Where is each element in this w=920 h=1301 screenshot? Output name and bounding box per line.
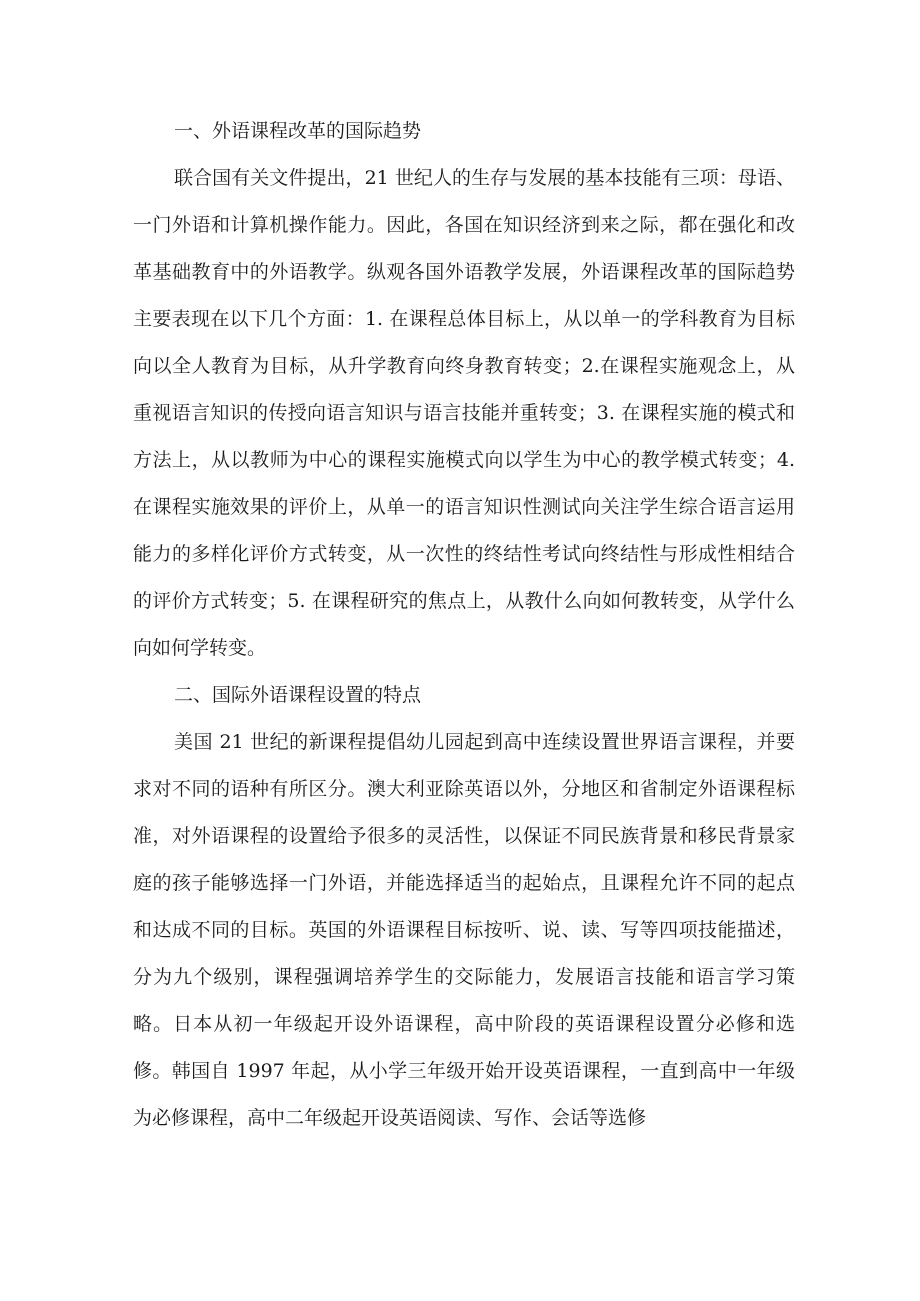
section-heading-1: 一、外语课程改革的国际趋势 [174, 120, 422, 142]
section-heading-2: 二、国际外语课程设置的特点 [174, 684, 422, 706]
section-paragraph-1: 联合国有关文件提出，21 世纪人的生存与发展的基本技能有三项：母语、一门外语和计算机操作能力。因此，各国在知识经济到来之际，都在强化和改革基础教育中的外语教学。纵观各国外语教学发展，外语课程改革的国际趋势主要表现在以下几个方面：1. 在课程总体目标上，从以单一的学科教育为目标向以全人教育为目标，从升学教育向终身教育转变；2.在课程实施观念上，从重视语言知识的传授向语言知识与语言技能并重转变；3. 在课程实施的模式和方法上，从以教师为中心的课程实施模式向以学生为中心的教学模式转变；4.在课程实施效果的评价上，从单一的语言知识性测试向关注学生综合语言运用能力的多样化评价方式转变，从一次性的终结性考试向终结性与形成性相结合的评价方式转变；5. 在课程研究的焦点上，从教什么向如何教转变，从学什么向如何学转变。 [133, 167, 795, 659]
document-body [133, 108, 795, 1142]
section-paragraph-2: 美国 21 世纪的新课程提倡幼儿园起到高中连续设置世界语言课程，并要求对不同的语种有所区分。澳大利亚除英语以外，分地区和省制定外语课程标准，对外语课程的设置给予很多的灵活性，以保证不同民族背景和移民背景家庭的孩子能够选择一门外语，并能选择适当的起始点，且课程允许不同的起点和达成不同的目标。英国的外语课程目标按听、说、读、写等四项技能描述，分为九个级别，课程强调培养学生的交际能力，发展语言技能和语言学习策略。日本从初一年级起开设外语课程，高中阶段的英语课程设置分必修和选修。韩国自 1997 年起，从小学三年级开始开设英语课程，一直到高中一年级为必修课程，高中二年级起开设英语阅读、写作、会话等选修 [133, 731, 795, 1129]
